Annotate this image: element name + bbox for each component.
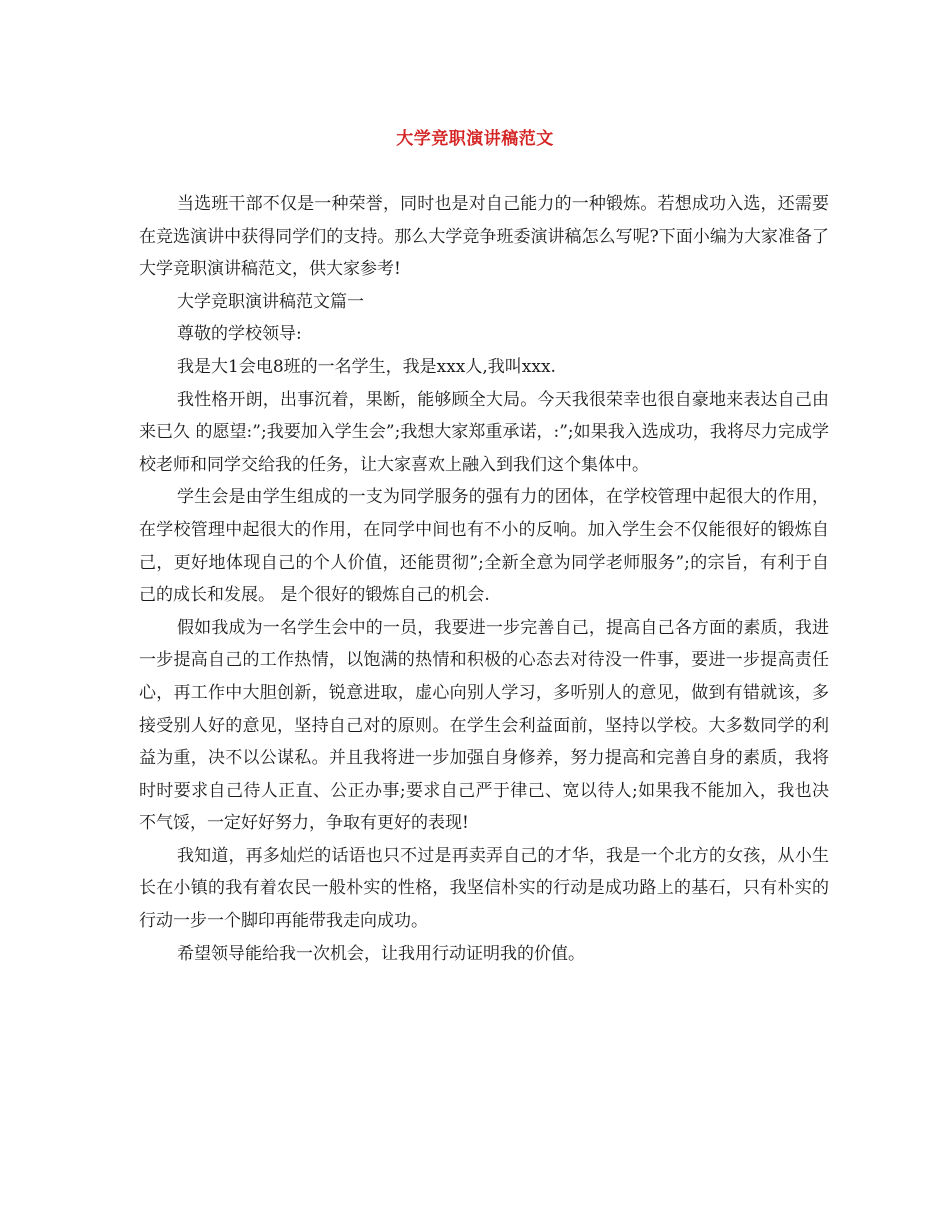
paragraph-commitment: 假如我成为一名学生会中的一员，我要进一步完善自己，提高自己各方面的素质，我进一步提高自己的工作热情，以饱满的热情和积极的心态去对待没一件事，要进一步提高责任心，再工作中大胆创新，锐意进取，虚心向别人学习，多听别人的意见，做到有错就该，多接受别人好的意见，坚持自己对的原则。在学生会利益面前，坚持以学校。大多数同学的利益为重，决不以公谋私。并且我将进一步加强自身修养，努力提高和完善自身的素质，我将时时要求自己待人正直、公正办事;要求自己严于律己、宽以待人;如果我不能加入，我也决不气馁，一定好好努力，争取有更好的表现! bbox=[139, 617, 829, 834]
paragraph-salutation: 尊敬的学校领导: bbox=[177, 324, 302, 345]
paragraph-personality: 我性格开朗，出事沉着，果断，能够顾全大局。今天我很荣幸也很自豪地来表达自己由来已久 的愿望:”;我要加入学生会”;我想大家郑重承诺，:”;如果我入选成功，我将尽力完成学校老师和同学交给我的任务，让大家喜欢上融入到我们这个集体中。 bbox=[139, 389, 829, 475]
paragraph-intro: 当选班干部不仅是一种荣誉，同时也是对自己能力的一种锻炼。若想成功入选，还需要在竞选演讲中获得同学们的支持。那么大学竞争班委演讲稿怎么写呢?下面小编为大家准备了大学竞职演讲稿范文，供大家参考! bbox=[139, 194, 829, 280]
paragraph-closing: 希望领导能给我一次机会，让我用行动证明我的价值。 bbox=[177, 943, 585, 964]
document-body bbox=[139, 188, 829, 970]
paragraph-student-union: 学生会是由学生组成的一支为同学服务的强有力的团体，在学校管理中起很大的作用，在学校管理中起很大的作用，在同学中间也有不小的反响。加入学生会不仅能很好的锻炼自己，更好地体现自己的个人价值，还能贯彻”;全新全意为同学老师服务”;的宗旨，有利于自己的成长和发展。 是个很好的锻炼自己的机会. bbox=[139, 487, 829, 606]
paragraph-self-intro: 我是大1会电8班的一名学生，我是xxx人,我叫xxx. bbox=[177, 356, 556, 377]
paragraph-section-heading: 大学竞职演讲稿范文篇一 bbox=[177, 291, 364, 312]
paragraph-background: 我知道，再多灿烂的话语也只不过是再卖弄自己的才华，我是一个北方的女孩，从小生长在小镇的我有着农民一般朴实的性格，我坚信朴实的行动是成功路上的基石，只有朴实的行动一步一个脚印再能带我走向成功。 bbox=[139, 845, 829, 932]
document-title: 大学竞职演讲稿范文 bbox=[396, 129, 554, 149]
